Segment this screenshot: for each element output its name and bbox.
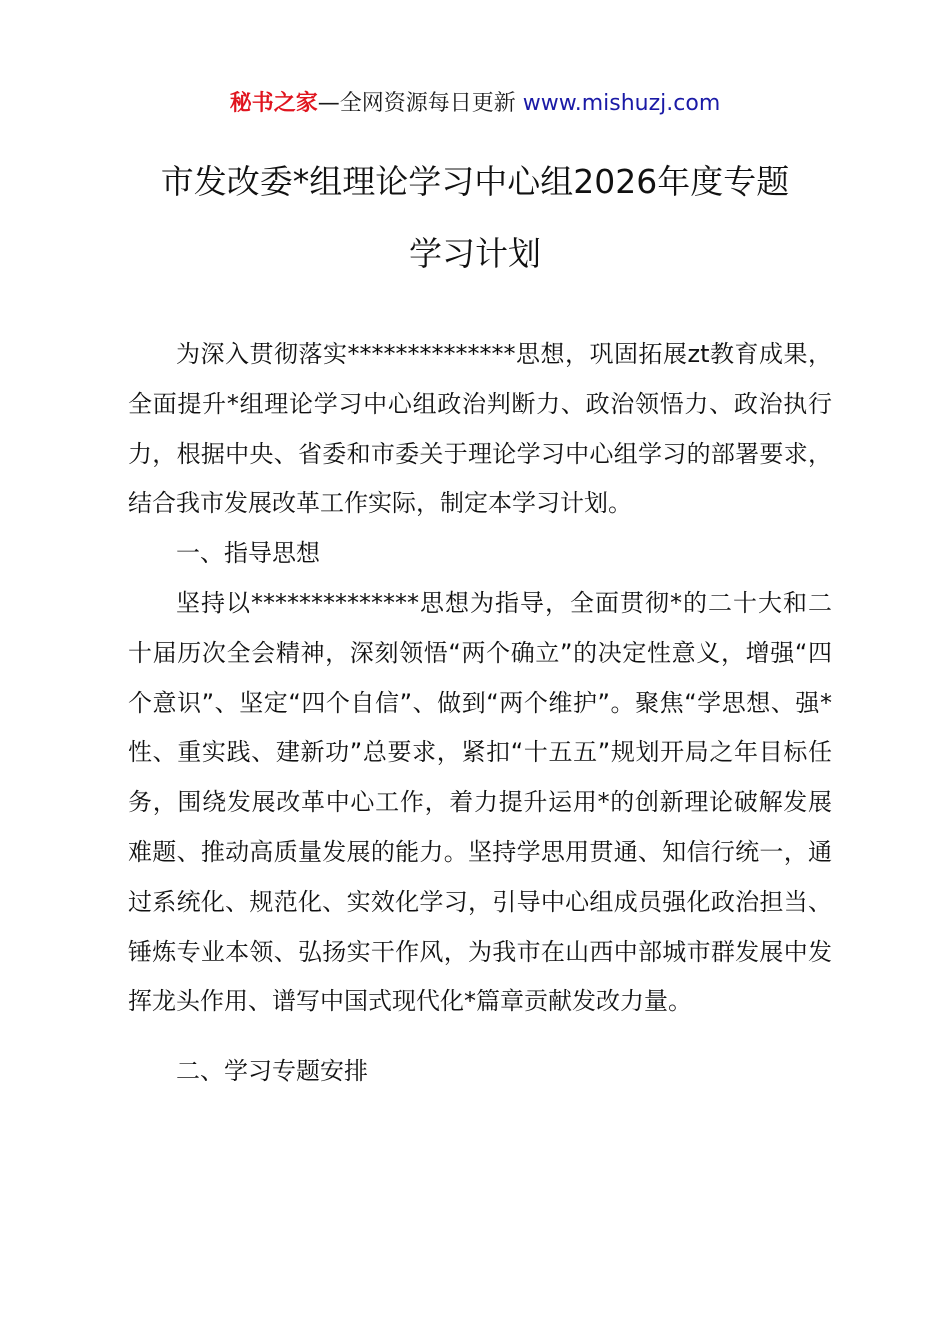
- document-title-line-1: 市发改委*组理论学习中心组2026年度专题: [160, 162, 790, 201]
- section-heading-guiding-thought: 一、指导思想: [176, 539, 320, 568]
- site-header: [0, 88, 950, 120]
- site-url-link[interactable]: www.mishuzj.com: [522, 91, 721, 116]
- site-brand: 秘书之家: [229, 91, 318, 116]
- document-title-line-2: 学习计划: [409, 234, 541, 273]
- section-heading-study-topics: 二、学习专题安排: [176, 1057, 368, 1086]
- paragraph-spacer: [128, 1027, 832, 1047]
- document-body: [128, 330, 832, 1097]
- guiding-thought-paragraph: 坚持以**************思想为指导，全面贯彻*的二十大和二十届历次全会精神，深刻领悟“两个确立”的决定性意义，增强“四个意识”、坚定“四个自信”、做到“两个维护”。聚焦“学思想、强*性、重实践、建新功”总要求，紧扣“十五五”规划开局之年目标任务，围绕发展改革中心工作，着力提升运用*的创新理论破解发展难题、推动高质量发展的能力。坚持学思用贯通、知信行统一，通过系统化、规范化、实效化学习，引导中心组成员强化政治担当、锤炼专业本领、弘扬实干作风，为我市在山西中部城市群发展中发挥龙头作用、谱写中国式现代化*篇章贡献发改力量。: [128, 588, 832, 1016]
- intro-paragraph: 为深入贯彻落实**************思想，巩固拓展zt教育成果，全面提升*组理论学习中心组政治判断力、政治领悟力、政治执行力，根据中央、省委和市委关于理论学习中心组学习的部署要求，结合我市发展改革工作实际，制定本学习计划。: [128, 340, 832, 518]
- site-tagline: —全网资源每日更新: [317, 91, 516, 116]
